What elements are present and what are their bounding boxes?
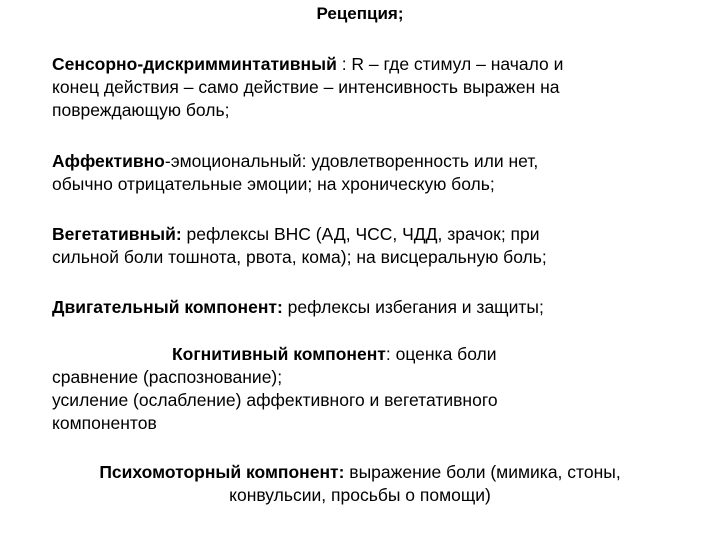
motor-component-paragraph bbox=[52, 296, 692, 319]
affective-label: Аффективно bbox=[52, 151, 165, 171]
vegetative-line-2: сильной боли тошнота, рвота, кома); на висцеральную боль; bbox=[52, 247, 547, 267]
affective-line-1-text: -эмоциональный: удовлетворенность или нет, bbox=[164, 151, 539, 171]
sensory-label: Сенсорно-дискримминтативный bbox=[52, 54, 337, 74]
affective-line-1 bbox=[52, 150, 692, 173]
vegetative-component-paragraph bbox=[52, 223, 692, 269]
cognitive-label: Когнитивный компонент bbox=[172, 344, 386, 364]
cognitive-line-4: компонентов bbox=[52, 413, 157, 433]
slide-title: Рецепция; bbox=[316, 4, 404, 23]
affective-line-2: обычно отрицательные эмоции; на хроническую боль; bbox=[52, 174, 495, 194]
psychomotor-line-1 bbox=[50, 461, 670, 484]
psychomotor-label: Психомоторный компонент: bbox=[99, 462, 345, 482]
psychomotor-line-1-text: выражение боли (мимика, стоны, bbox=[344, 462, 621, 482]
affective-component-paragraph bbox=[52, 150, 692, 196]
sensory-line-3: повреждающую боль; bbox=[52, 100, 230, 120]
cognitive-line-1 bbox=[52, 343, 692, 366]
vegetative-line-1 bbox=[52, 223, 692, 246]
cognitive-line-2: сравнение (распознование); bbox=[52, 367, 283, 387]
sensory-component-paragraph bbox=[52, 53, 692, 122]
sensory-line-1-text: : R – где стимул – начало и bbox=[336, 54, 564, 74]
vegetative-line-1-text: рефлексы ВНС (АД, ЧСС, ЧДД, зрачок; при bbox=[181, 224, 540, 244]
motor-label: Двигательный компонент: bbox=[52, 297, 283, 317]
sensory-line-1 bbox=[52, 53, 692, 76]
psychomotor-line-2: конвульсии, просьбы о помощи) bbox=[229, 485, 491, 505]
vegetative-label: Вегетативный: bbox=[52, 224, 182, 244]
sensory-line-2: конец действия – само действие – интенсивность выражен на bbox=[52, 77, 560, 97]
motor-line-1-text: рефлексы избегания и защиты; bbox=[282, 297, 544, 317]
motor-line-1 bbox=[52, 296, 692, 319]
cognitive-component-paragraph bbox=[52, 343, 692, 435]
cognitive-line-1-text: : оценка боли bbox=[385, 344, 497, 364]
psychomotor-component-paragraph bbox=[50, 461, 670, 507]
cognitive-line-3: усиление (ослабление) аффективного и вегетативного bbox=[52, 390, 498, 410]
